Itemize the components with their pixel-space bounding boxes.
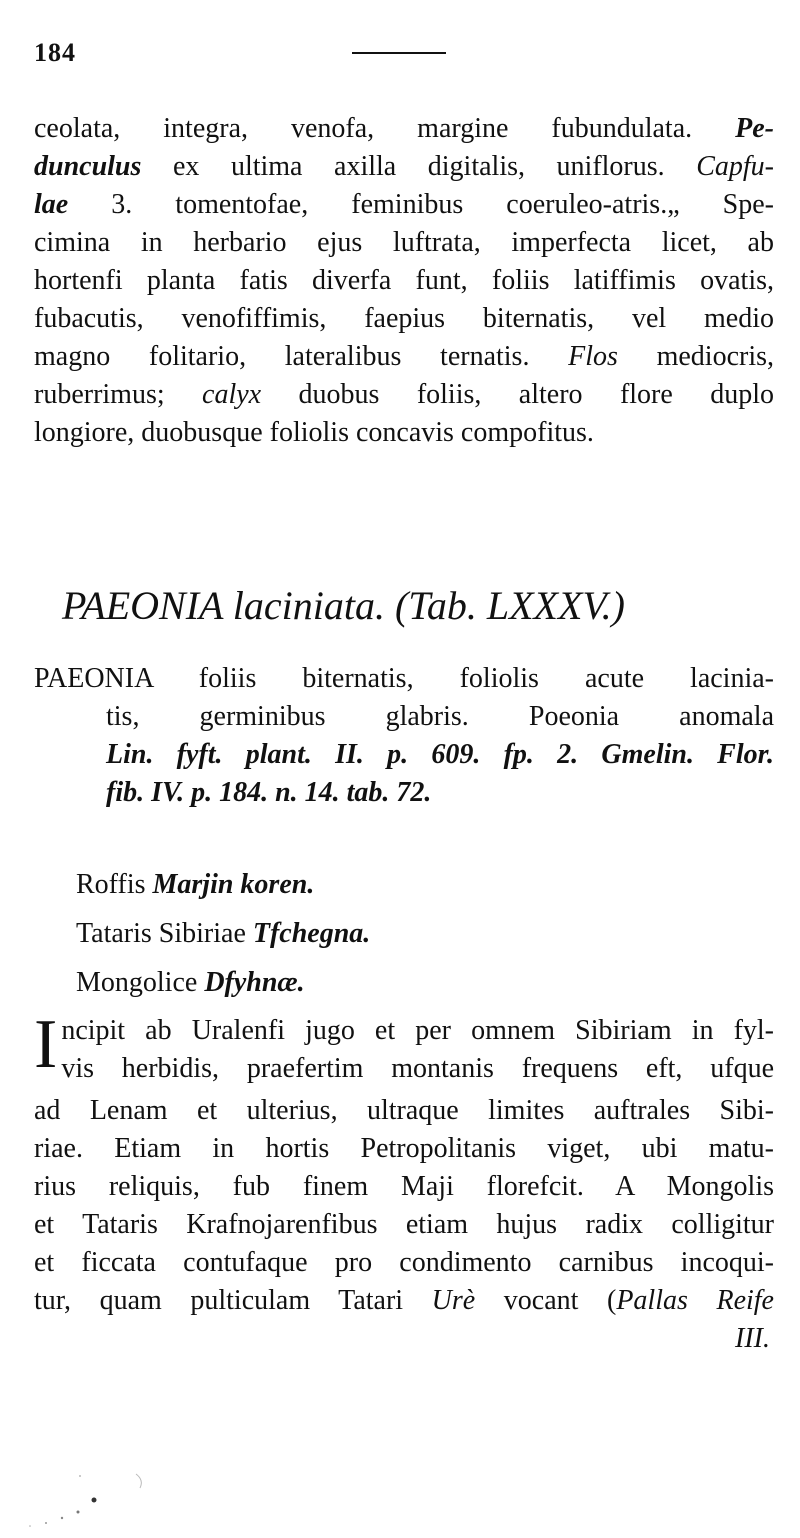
paragraph-continuation xyxy=(34,110,774,452)
vernacular-name: Tfchegna. xyxy=(252,918,371,949)
text-line xyxy=(34,110,774,148)
text-run: tis, germinibus glabris. Poeonia anomala xyxy=(106,701,774,732)
text-run: longiore, duobusque foliolis concavis compofitus. xyxy=(34,417,594,448)
citation: Pallas Reife xyxy=(616,1285,774,1316)
text-run: magno folitario, lateralibus ternatis. xyxy=(34,341,569,372)
name-entry xyxy=(76,860,370,909)
header-rule xyxy=(352,52,446,54)
text-run: ceolata, integra, venofa, margine fubundulata. xyxy=(34,113,736,144)
italic-term: calyx xyxy=(202,379,262,410)
italic-term: Flos xyxy=(568,341,618,372)
text-line xyxy=(34,774,774,812)
text-line xyxy=(34,414,774,452)
text-run: ex ultima axilla digitalis, uniflorus. xyxy=(141,151,697,182)
citation: Lin. fyft. plant. II. p. 609. fp. 2. Gmelin. Flor. xyxy=(106,739,774,770)
text-line xyxy=(34,1092,774,1130)
italic-term: Urè xyxy=(431,1285,476,1316)
page-number: 184 xyxy=(34,38,76,67)
text-run: vocant ( xyxy=(475,1285,617,1316)
text-run: cimina in herbario ejus luftrata, imperfecta licet, ab xyxy=(34,227,774,258)
text-line xyxy=(34,1244,774,1282)
habitat-paragraph xyxy=(34,1006,774,1358)
name-entry xyxy=(76,958,370,1007)
italic-term: Capfu- xyxy=(696,151,774,182)
text-run: rius reliquis, fub finem Maji florefcit. A Mongolis xyxy=(34,1171,774,1202)
italic-term: lae xyxy=(34,189,69,220)
drop-cap: I xyxy=(34,1006,58,1083)
text-run: mediocris, xyxy=(617,341,774,372)
text-run: PAEONIA foliis biternatis, foliolis acute lacinia- xyxy=(34,663,774,694)
citation: fib. IV. p. 184. n. 14. tab. 72. xyxy=(106,777,432,808)
text-run: ruberrimus; xyxy=(34,379,203,410)
text-line xyxy=(34,148,774,186)
text-run: duobus foliis, altero flore duplo xyxy=(261,379,774,410)
section-title: PAEONIA laciniata. (Tab. LXXXV.) xyxy=(62,583,625,628)
scan-specks xyxy=(20,1470,160,1530)
text-line xyxy=(34,1168,774,1206)
text-run: et Tataris Krafnojarenfibus etiam hujus radix colligitur xyxy=(34,1209,774,1240)
text-run: 3. tomentofae, feminibus coeruleo-atris.„ Spe- xyxy=(68,189,774,220)
text-run: ad Lenam et ulterius, ultraque limites auftrales Sibi- xyxy=(34,1095,774,1126)
text-line xyxy=(34,1130,774,1168)
text-line xyxy=(34,262,774,300)
text-run: hortenfi planta fatis diverfa funt, foliis latiffimis ovatis, xyxy=(34,265,774,296)
name-entry xyxy=(76,909,370,958)
text-line xyxy=(34,1282,774,1320)
text-line xyxy=(34,1206,774,1244)
text-run: et ficcata contufaque pro condimento carnibus incoqui- xyxy=(34,1247,774,1278)
text-run: vis herbidis, praefertim montanis frequens eft, ufque xyxy=(61,1053,774,1084)
text-line xyxy=(34,186,774,224)
text-line xyxy=(34,1012,774,1050)
text-line xyxy=(34,1320,774,1358)
vernacular-name: Marjin koren. xyxy=(152,869,315,900)
vernacular-names xyxy=(76,860,370,1007)
text-line xyxy=(34,376,774,414)
citation: III. xyxy=(735,1323,770,1354)
species-diagnosis xyxy=(34,660,774,812)
language-label: Roffis xyxy=(76,869,153,900)
italic-term: dunculus xyxy=(34,151,142,182)
text-line xyxy=(34,736,774,774)
text-run: riae. Etiam in hortis Petropolitanis viget, ubi matu- xyxy=(34,1133,774,1164)
text-line xyxy=(34,1050,774,1088)
italic-term: Pe- xyxy=(735,113,774,144)
text-line xyxy=(34,698,774,736)
text-line xyxy=(34,338,774,376)
language-label: Tataris Sibiriae xyxy=(76,918,253,949)
language-label: Mongolice xyxy=(76,967,205,998)
text-line xyxy=(34,300,774,338)
vernacular-name: Dfyhnæ. xyxy=(204,967,305,998)
text-line xyxy=(34,660,774,698)
text-run: ncipit ab Uralenfi jugo et per omnem Sibiriam in fyl- xyxy=(61,1015,774,1046)
text-run: tur, quam pulticulam Tatari xyxy=(34,1285,432,1316)
text-run: fubacutis, venofiffimis, faepius biternatis, vel medio xyxy=(34,303,774,334)
text-line xyxy=(34,224,774,262)
